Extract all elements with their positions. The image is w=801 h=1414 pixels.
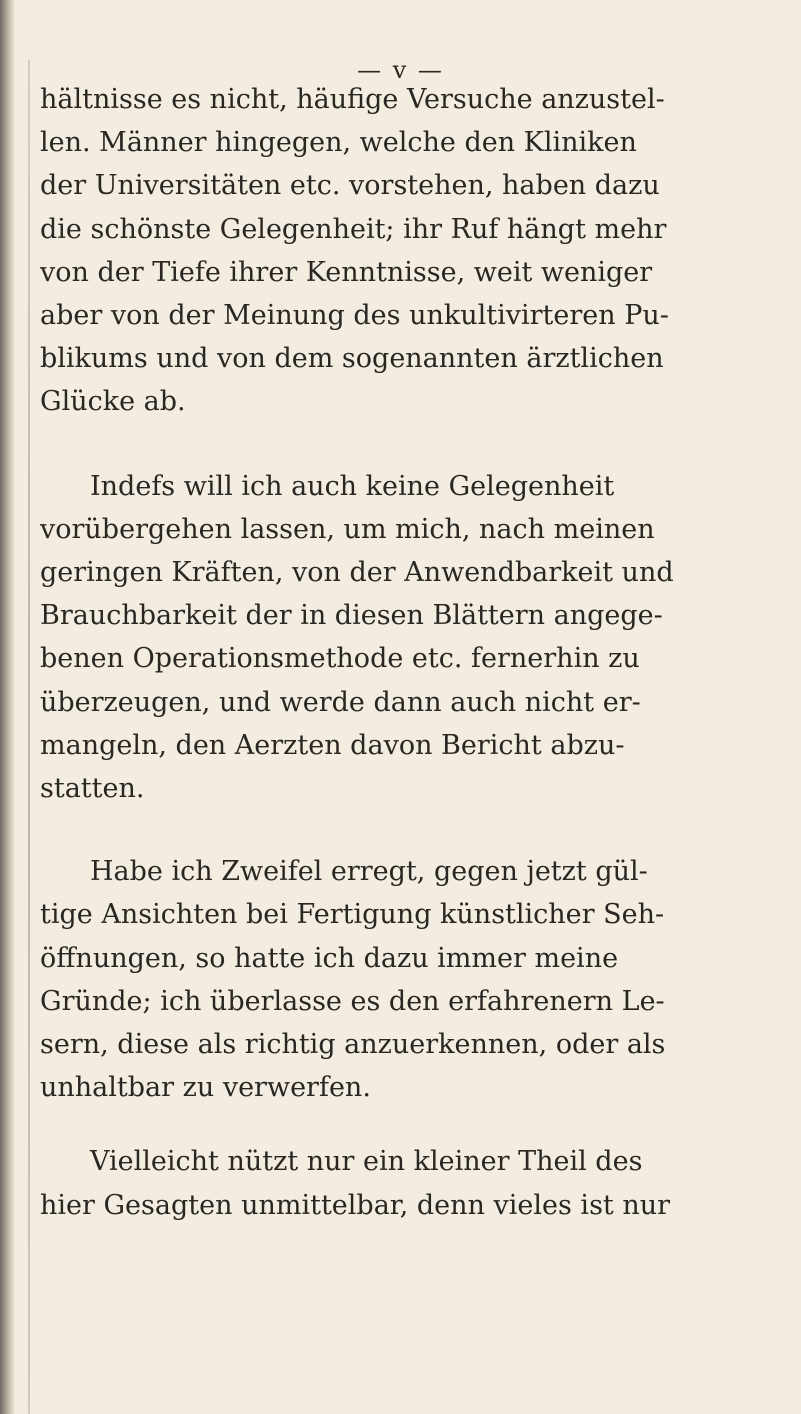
book-binding-edge bbox=[0, 0, 14, 1414]
paragraph-4 bbox=[40, 1140, 700, 1226]
text-line: aber von der Meinung des unkultivirteren Pu- bbox=[40, 300, 669, 332]
text-line: hältnisse es nicht, häufige Versuche anzustel- bbox=[40, 84, 665, 115]
text-line: die schönste Gelegenheit; ihr Ruf hängt mehr bbox=[40, 213, 667, 245]
text-line: blikums und von dem sogenannten ärztlichen bbox=[40, 343, 664, 375]
paragraph-3 bbox=[40, 850, 700, 1109]
text-line: der Universitäten etc. vorstehen, haben dazu bbox=[40, 170, 660, 202]
text-line: sern, diese als richtig anzuerkennen, oder als bbox=[40, 1029, 666, 1061]
text-line: statten. bbox=[40, 773, 145, 805]
text-line: öffnungen, so hatte ich dazu immer meine bbox=[40, 942, 619, 974]
paragraph-gap bbox=[40, 424, 700, 465]
text-line: hier Gesagten unmittelbar, denn vieles ist nur bbox=[40, 1189, 671, 1221]
text-line: Vielleicht nützt nur ein kleiner Theil des bbox=[90, 1146, 643, 1178]
text-line: unhaltbar zu verwerfen. bbox=[40, 1072, 371, 1104]
text-line: geringen Kräften, von der Anwendbarkeit und bbox=[40, 557, 674, 589]
text-line: Gründe; ich überlasse es den erfahrenern Le- bbox=[40, 985, 665, 1017]
paragraph-gap bbox=[40, 1109, 700, 1140]
paragraph-2 bbox=[40, 465, 700, 811]
text-line: überzeugen, und werde dann auch nicht er- bbox=[40, 686, 641, 718]
gutter-shadow bbox=[28, 60, 30, 1414]
text-line: vorübergehen lassen, um mich, nach meinen bbox=[40, 513, 655, 545]
text-line: len. Männer hingegen, welche den Kliniken bbox=[40, 127, 637, 159]
text-line: tige Ansichten bei Fertigung künstlicher Seh- bbox=[40, 899, 665, 931]
text-line: Glücke ab. bbox=[40, 386, 186, 418]
text-line: Brauchbarkeit der in diesen Blättern angege- bbox=[40, 600, 663, 632]
text-line: von der Tiefe ihrer Kenntnisse, weit weniger bbox=[40, 256, 653, 288]
paragraph-1 bbox=[40, 78, 700, 424]
text-line: benen Operationsmethode etc. fernerhin zu bbox=[40, 643, 640, 675]
text-line: mangeln, den Aerzten davon Bericht abzu- bbox=[40, 729, 625, 761]
text-line: Habe ich Zweifel erregt, gegen jetzt gül- bbox=[90, 856, 648, 888]
body-text bbox=[40, 78, 700, 1227]
page-number-header: — v — bbox=[357, 56, 444, 84]
paragraph-gap bbox=[40, 810, 700, 850]
text-line: Indefs will ich auch keine Gelegenheit bbox=[90, 470, 615, 502]
